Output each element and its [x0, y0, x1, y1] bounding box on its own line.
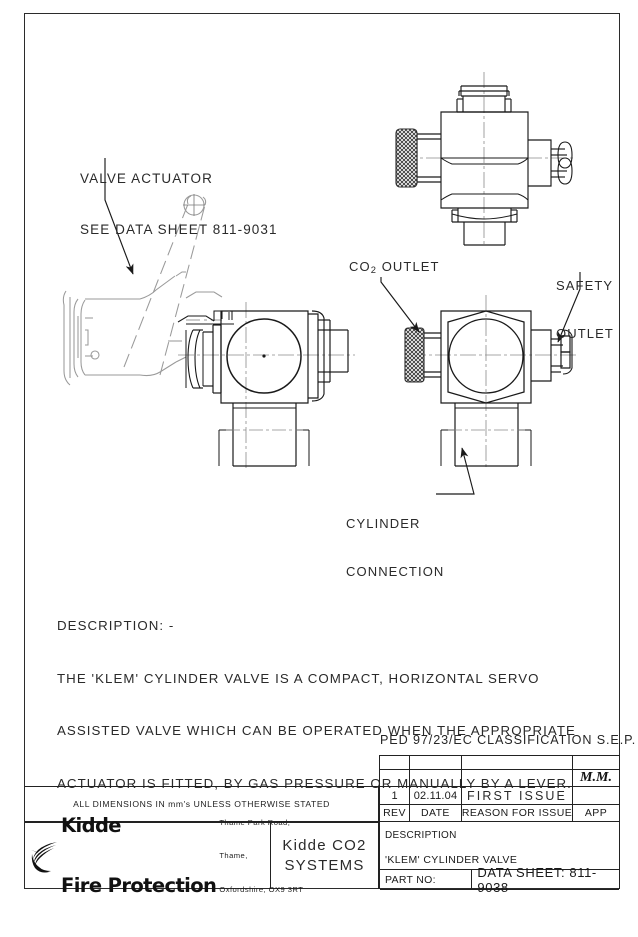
co2-label-suffix: OUTLET	[377, 259, 440, 274]
revision-row-first-issue	[380, 787, 619, 805]
description-line-2: ASSISTED VALVE WHICH CAN BE OPERATED WHEN THE APPROPRIATE	[57, 723, 576, 738]
co2-outlet-annotation	[349, 259, 440, 278]
address-line-3: Oxfordshire, OX9 3RT	[219, 885, 304, 895]
data-sheet-number: DATA SHEET: 811-9038	[477, 864, 597, 895]
title-description-value: 'KLEM' CYLINDER VALVE	[385, 854, 518, 866]
brand-wordmark	[61, 776, 216, 936]
part-number-label: PART NO:	[380, 870, 472, 889]
cylinder-note-line-2: CONNECTION	[346, 564, 445, 579]
revision-cell-reason	[462, 756, 573, 770]
safety-note-line-2: OUTLET	[556, 326, 614, 341]
revision-cell-rev	[380, 770, 410, 787]
revision-row-signature	[380, 770, 619, 787]
brand-line-2: Fire Protection	[61, 874, 217, 897]
actuator-note-line-1: VALVE ACTUATOR	[80, 171, 213, 186]
revision-cell-app	[573, 756, 619, 770]
safety-note-line-1: SAFETY	[556, 278, 614, 293]
cylinder-note-line-1: CYLINDER	[346, 516, 421, 531]
description-heading: DESCRIPTION: -	[57, 618, 175, 633]
co2-label-subscript: 2	[370, 265, 377, 276]
ped-classification-text: PED 97/23/EC CLASSIFICATION S.E.P.	[380, 733, 637, 747]
system-line-1: Kidde CO2	[282, 837, 367, 854]
title-description-label: DESCRIPTION	[385, 830, 457, 841]
brand-cell	[25, 814, 304, 897]
revision-row-blank-1	[380, 756, 619, 770]
approver-signature: M.M.	[573, 770, 619, 787]
revision-cell-reason	[462, 770, 573, 787]
part-number-row	[380, 864, 619, 895]
header-reason: REASON FOR ISSUE	[462, 805, 573, 822]
revision-cell-reason: FIRST ISSUE	[462, 787, 573, 805]
revision-cell-app	[573, 787, 619, 805]
description-line-1: THE 'KLEM' CYLINDER VALVE IS A COMPACT, HORIZONTAL SERVO	[57, 670, 540, 686]
revision-cell-date: 02.11.04	[410, 787, 462, 805]
description-line-3: ACTUATOR IS FITTED, BY GAS PRESSURE OR MANUALLY BY A LEVER.	[57, 775, 572, 791]
revision-cell-rev	[380, 756, 410, 770]
revision-header-row	[380, 805, 619, 822]
header-rev: REV	[380, 805, 410, 822]
address-line-2: Thame,	[219, 851, 248, 861]
revision-cell-date	[410, 756, 462, 770]
system-line-2: SYSTEMS	[284, 857, 365, 874]
safety-outlet-annotation	[556, 246, 614, 374]
valve-actuator-annotation	[80, 136, 278, 272]
header-date: DATE	[410, 805, 462, 822]
address-line-1: Thame Park Road,	[219, 817, 291, 827]
dimensions-note-text: ALL DIMENSIONS IN mm's UNLESS OTHERWISE STATED	[73, 799, 330, 809]
brand-line-1: Kidde	[61, 814, 121, 837]
title-block	[379, 755, 620, 895]
header-app: APP	[573, 805, 619, 822]
co2-label-prefix: CO	[349, 259, 371, 274]
actuator-note-line-2: SEE DATA SHEET 811-9031	[80, 222, 278, 237]
system-name-cell	[271, 823, 378, 889]
company-block	[25, 814, 379, 897]
title-description-cell	[380, 822, 619, 870]
revision-cell-date	[410, 770, 462, 787]
kidde-flame-leaf-logo-icon	[30, 838, 60, 874]
revision-cell-rev: 1	[380, 787, 410, 805]
